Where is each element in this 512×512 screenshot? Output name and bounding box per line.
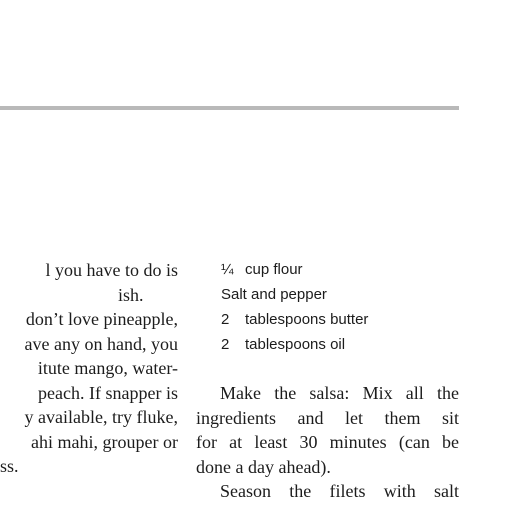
ingredient-item: tablespoons butter — [245, 311, 369, 328]
instruction-paragraph — [196, 381, 459, 479]
ingredient-row — [221, 307, 461, 332]
ingredient-item: cup flour — [245, 261, 303, 278]
left-text-column — [0, 258, 178, 479]
ingredient-row — [221, 332, 461, 357]
left-line: ish. — [118, 284, 144, 305]
left-line: l you have to do is — [45, 260, 178, 280]
left-line: ahi mahi, grouper or — [31, 431, 178, 452]
left-line: don’t love pineapple, — [25, 309, 178, 329]
left-line: y available, try fluke, — [24, 407, 178, 427]
instruction-line: ingredients and let them sit — [196, 407, 459, 428]
ingredient-row — [221, 282, 461, 307]
left-line: itute mango, water- — [37, 358, 178, 378]
left-line: ave any on hand, you — [24, 333, 178, 354]
instruction-line: for at least 30 minutes (can be — [196, 432, 459, 452]
header-rule — [0, 106, 459, 110]
ingredient-row — [221, 257, 461, 282]
left-line: ss. — [0, 456, 19, 476]
ingredient-list — [221, 257, 461, 357]
instruction-line: Season the filets with salt — [220, 481, 459, 501]
ingredient-qty: 2 — [221, 336, 230, 353]
left-line: peach. If snapper is — [38, 382, 178, 403]
instruction-paragraph — [196, 479, 459, 504]
instruction-line: Make the salsa: Mix all the — [220, 383, 459, 403]
instruction-line: done a day ahead). — [196, 456, 331, 477]
ingredient-qty: 2 — [221, 311, 230, 328]
ingredient-item: Salt and pepper — [221, 286, 327, 303]
ingredient-qty: ¼ — [221, 261, 234, 278]
instructions — [196, 381, 459, 504]
ingredient-item: tablespoons oil — [245, 336, 346, 353]
